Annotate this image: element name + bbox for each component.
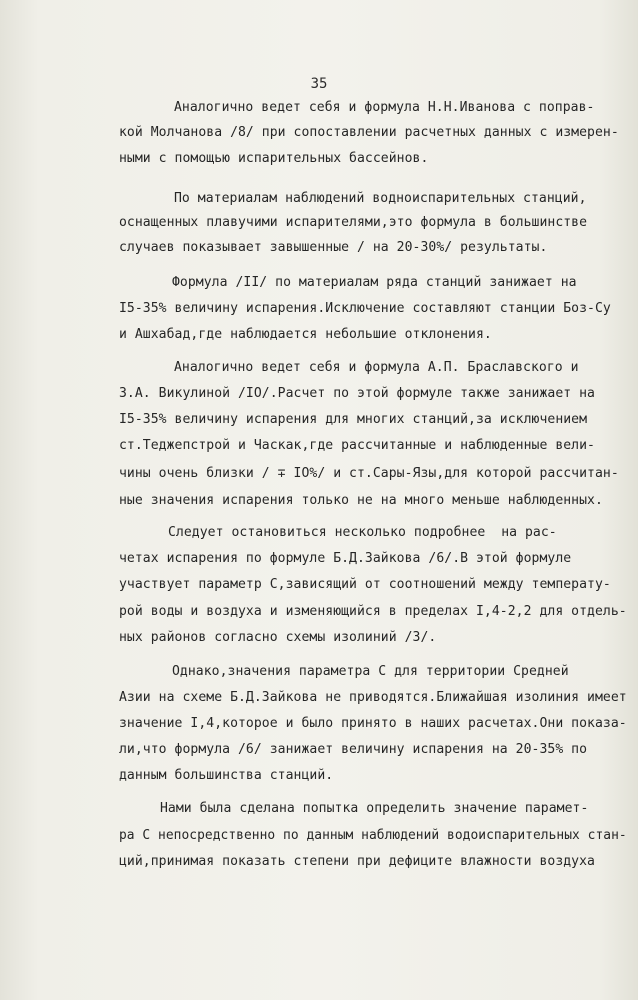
text-line: Аналогично ведет себя и формула А.П. Браславского и: [174, 360, 579, 375]
text-line: участвует параметр С,зависящий от соотношений между температу-: [119, 577, 611, 592]
text-line: и Ашхабад,где наблюдается небольшие отклонения.: [119, 327, 492, 342]
text-line: Азии на схеме Б.Д.Зайкова не приводятся.Ближайшая изолиния имеет: [119, 690, 627, 705]
text-line: ра С непосредственно по данным наблюдений водоиспарительных стан-: [119, 828, 627, 843]
text-line: ций,принимая показать степени при дефиците влажности воздуха: [119, 854, 595, 869]
text-line: чины очень близки / ∓ IO%/ и ст.Сары-Язы,для которой рассчитан-: [119, 466, 619, 481]
text-line: ли,что формула /6/ занижает величину испарения на 20-35% по: [119, 742, 588, 757]
text-line: Однако,значения параметра С для территории Средней: [172, 664, 569, 679]
text-line: Аналогично ведет себя и формула Н.Н.Иванова с поправ-: [174, 100, 595, 115]
text-line: ные значения испарения только не на много меньше наблюденных.: [119, 493, 603, 508]
text-line: По материалам наблюдений водноиспарительных станций,: [174, 191, 587, 206]
text-line: кой Молчанова /8/ при сопоставлении расчетных данных с измерен-: [119, 125, 619, 140]
text-line: случаев показывает завышенные / на 20-30%/ результаты.: [119, 240, 548, 255]
page-number: 35: [310, 76, 328, 92]
text-line: Следует остановиться несколько подробнее на рас-: [168, 525, 557, 540]
text-line: четах испарения по формуле Б.Д.Зайкова /6/.В этой формуле: [119, 551, 572, 566]
text-line: ст.Теджепстрой и Часкак,где рассчитанные и наблюденные вели-: [119, 438, 595, 453]
text-line: З.А. Викулиной /IO/.Расчет по этой формуле также занижает на: [119, 386, 595, 401]
text-line: ных районов согласно схемы изолиний /3/.: [119, 630, 437, 645]
text-line: значение I,4,которое и было принято в наших расчетах.Они показа-: [119, 716, 627, 731]
text-line: оснащенных плавучими испарителями,это формула в большинстве: [119, 215, 588, 230]
text-line: ными с помощью испарительных бассейнов.: [119, 151, 429, 166]
text-line: данным большинства станций.: [119, 768, 334, 783]
text-line: Формула /II/ по материалам ряда станций занижает на: [172, 275, 577, 290]
text-line: I5-35% величину испарения для многих станций,за исключением: [119, 412, 588, 427]
text-line: рой воды и воздуха и изменяющийся в пределах I,4-2,2 для отдель-: [119, 604, 627, 619]
text-line: I5-35% величину испарения.Исключение составляют станции Боз-Су: [119, 301, 611, 316]
text-line: Нами была сделана попытка определить значение парамет-: [160, 801, 589, 816]
